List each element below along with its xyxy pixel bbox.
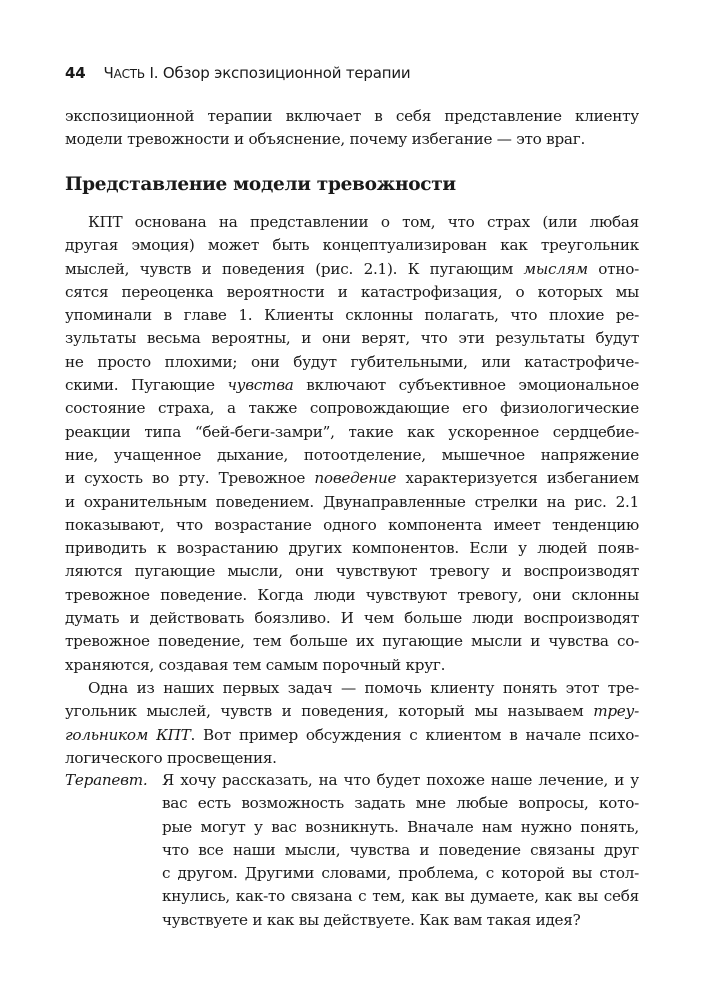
paragraph-line: тревожное поведение. Когда люди чувствуют тревогу, они склонны: [65, 585, 639, 604]
speech-text: [162, 769, 639, 932]
running-head: [65, 64, 410, 82]
paragraph-line: думать и действовать боязливо. И чем больше люди воспроизводят: [65, 609, 639, 628]
intro-paragraph: [65, 105, 639, 152]
part-title: I. Обзор экспозиционной терапии: [144, 64, 411, 82]
paragraph-line: другая эмоция) может быть концептуализирован как треугольник: [65, 236, 639, 255]
dialog-block: [65, 769, 639, 932]
speech-line: чувствуете и как вы действуете. Как вам такая идея?: [162, 910, 581, 929]
text-run: скими. Пугающие: [65, 376, 228, 395]
part-prefix-rest: АСТЬ: [113, 67, 145, 81]
paragraph-line: [65, 467, 639, 490]
emphasis-behavior: поведение: [314, 469, 397, 488]
speech-line: что все наши мысли, чувства и поведение связаны друг: [162, 840, 639, 859]
paragraph-line: [65, 374, 639, 397]
section-heading: Представление модели тревожности: [65, 174, 456, 195]
part-prefix-initial: Ч: [103, 64, 114, 82]
text-run: характеризуется избеганием: [396, 469, 639, 488]
paragraph-line: не просто плохими; они будут губительными, или катастрофиче-: [65, 352, 639, 371]
paragraph-line: КПТ основана на представлении о том, что страх (или любая: [88, 213, 639, 231]
speech-line: с другом. Другими словами, проблема, с которой вы стол-: [162, 864, 639, 883]
paragraph-line: ние, учащенное дыхание, потоотделение, мышечное напряжение: [65, 445, 639, 464]
emphasis-triangle: гольником КПТ: [65, 725, 191, 744]
paragraph-line: зультаты весьма вероятны, и они верят, что эти результаты будут: [65, 329, 639, 348]
emphasis-triangle: треу-: [593, 702, 639, 721]
paragraph-line: приводить к возрастанию других компонентов. Если у людей появ-: [65, 539, 639, 558]
emphasis-thoughts: мыслям: [523, 259, 588, 278]
paragraph-line: Одна из наших первых задач — помочь клиенту понять этот тре-: [88, 678, 639, 697]
text-run: угольник мыслей, чувств и поведения, который мы называем: [65, 702, 594, 721]
paragraph-line: [65, 258, 639, 281]
paragraph-line: [65, 700, 639, 723]
paragraph-line: и охранительным поведением. Двунаправленные стрелки на рис. 2.1: [65, 492, 639, 511]
text-run: . Вот пример обсуждения с клиентом в начале психо-: [190, 725, 639, 744]
text-run: отно-: [587, 259, 639, 278]
paragraph-line: состояние страха, а также сопровождающие его физиологические: [65, 399, 639, 418]
text-run: включают субъективное эмоциональное: [293, 376, 639, 395]
paragraph-line: сятся переоценка вероятности и катастрофизация, о которых мы: [65, 282, 639, 301]
paragraph-line: показывают, что возрастание одного компонента имеет тенденцию: [65, 515, 639, 534]
paragraph-line: реакции типа “бей-беги-замри”, такие как ускоренное сердцебие-: [65, 422, 639, 441]
speech-line: кнулись, как-то связана с тем, как вы думаете, как вы себя: [162, 887, 639, 906]
paragraph-line: ляются пугающие мысли, они чувствуют тревогу и воспроизводят: [65, 562, 639, 581]
paragraph-line: храняются, создавая тем самым порочный круг.: [65, 655, 446, 674]
paragraph-line: упоминали в главе 1. Клиенты склонны полагать, что плохие ре-: [65, 306, 639, 325]
text-run: и сухость во рту. Тревожное: [65, 469, 315, 488]
speaker-label: Терапевт.: [65, 771, 148, 789]
page-number: 44: [65, 64, 86, 82]
speech-line: рые могут у вас возникнуть. Вначале нам нужно понять,: [162, 817, 639, 836]
intro-line: экспозиционной терапии включает в себя представление клиенту: [65, 107, 639, 125]
paragraph-line: [65, 724, 639, 747]
emphasis-feelings: чувства: [227, 376, 294, 395]
paragraph-line: логического просвещения.: [65, 748, 277, 767]
paragraph-line: тревожное поведение, тем больше их пугающие мысли и чувства со-: [65, 632, 639, 651]
speech-line: Я хочу рассказать, на что будет похоже наше лечение, и у: [162, 771, 639, 789]
paragraph-cbt-model: [65, 211, 639, 770]
intro-line: модели тревожности и объяснение, почему избегание — это враг.: [65, 130, 586, 149]
speech-line: вас есть возможность задать мне любые вопросы, кото-: [162, 794, 639, 813]
text-run: мыслей, чувств и поведения (рис. 2.1). К пугающим: [65, 259, 524, 278]
